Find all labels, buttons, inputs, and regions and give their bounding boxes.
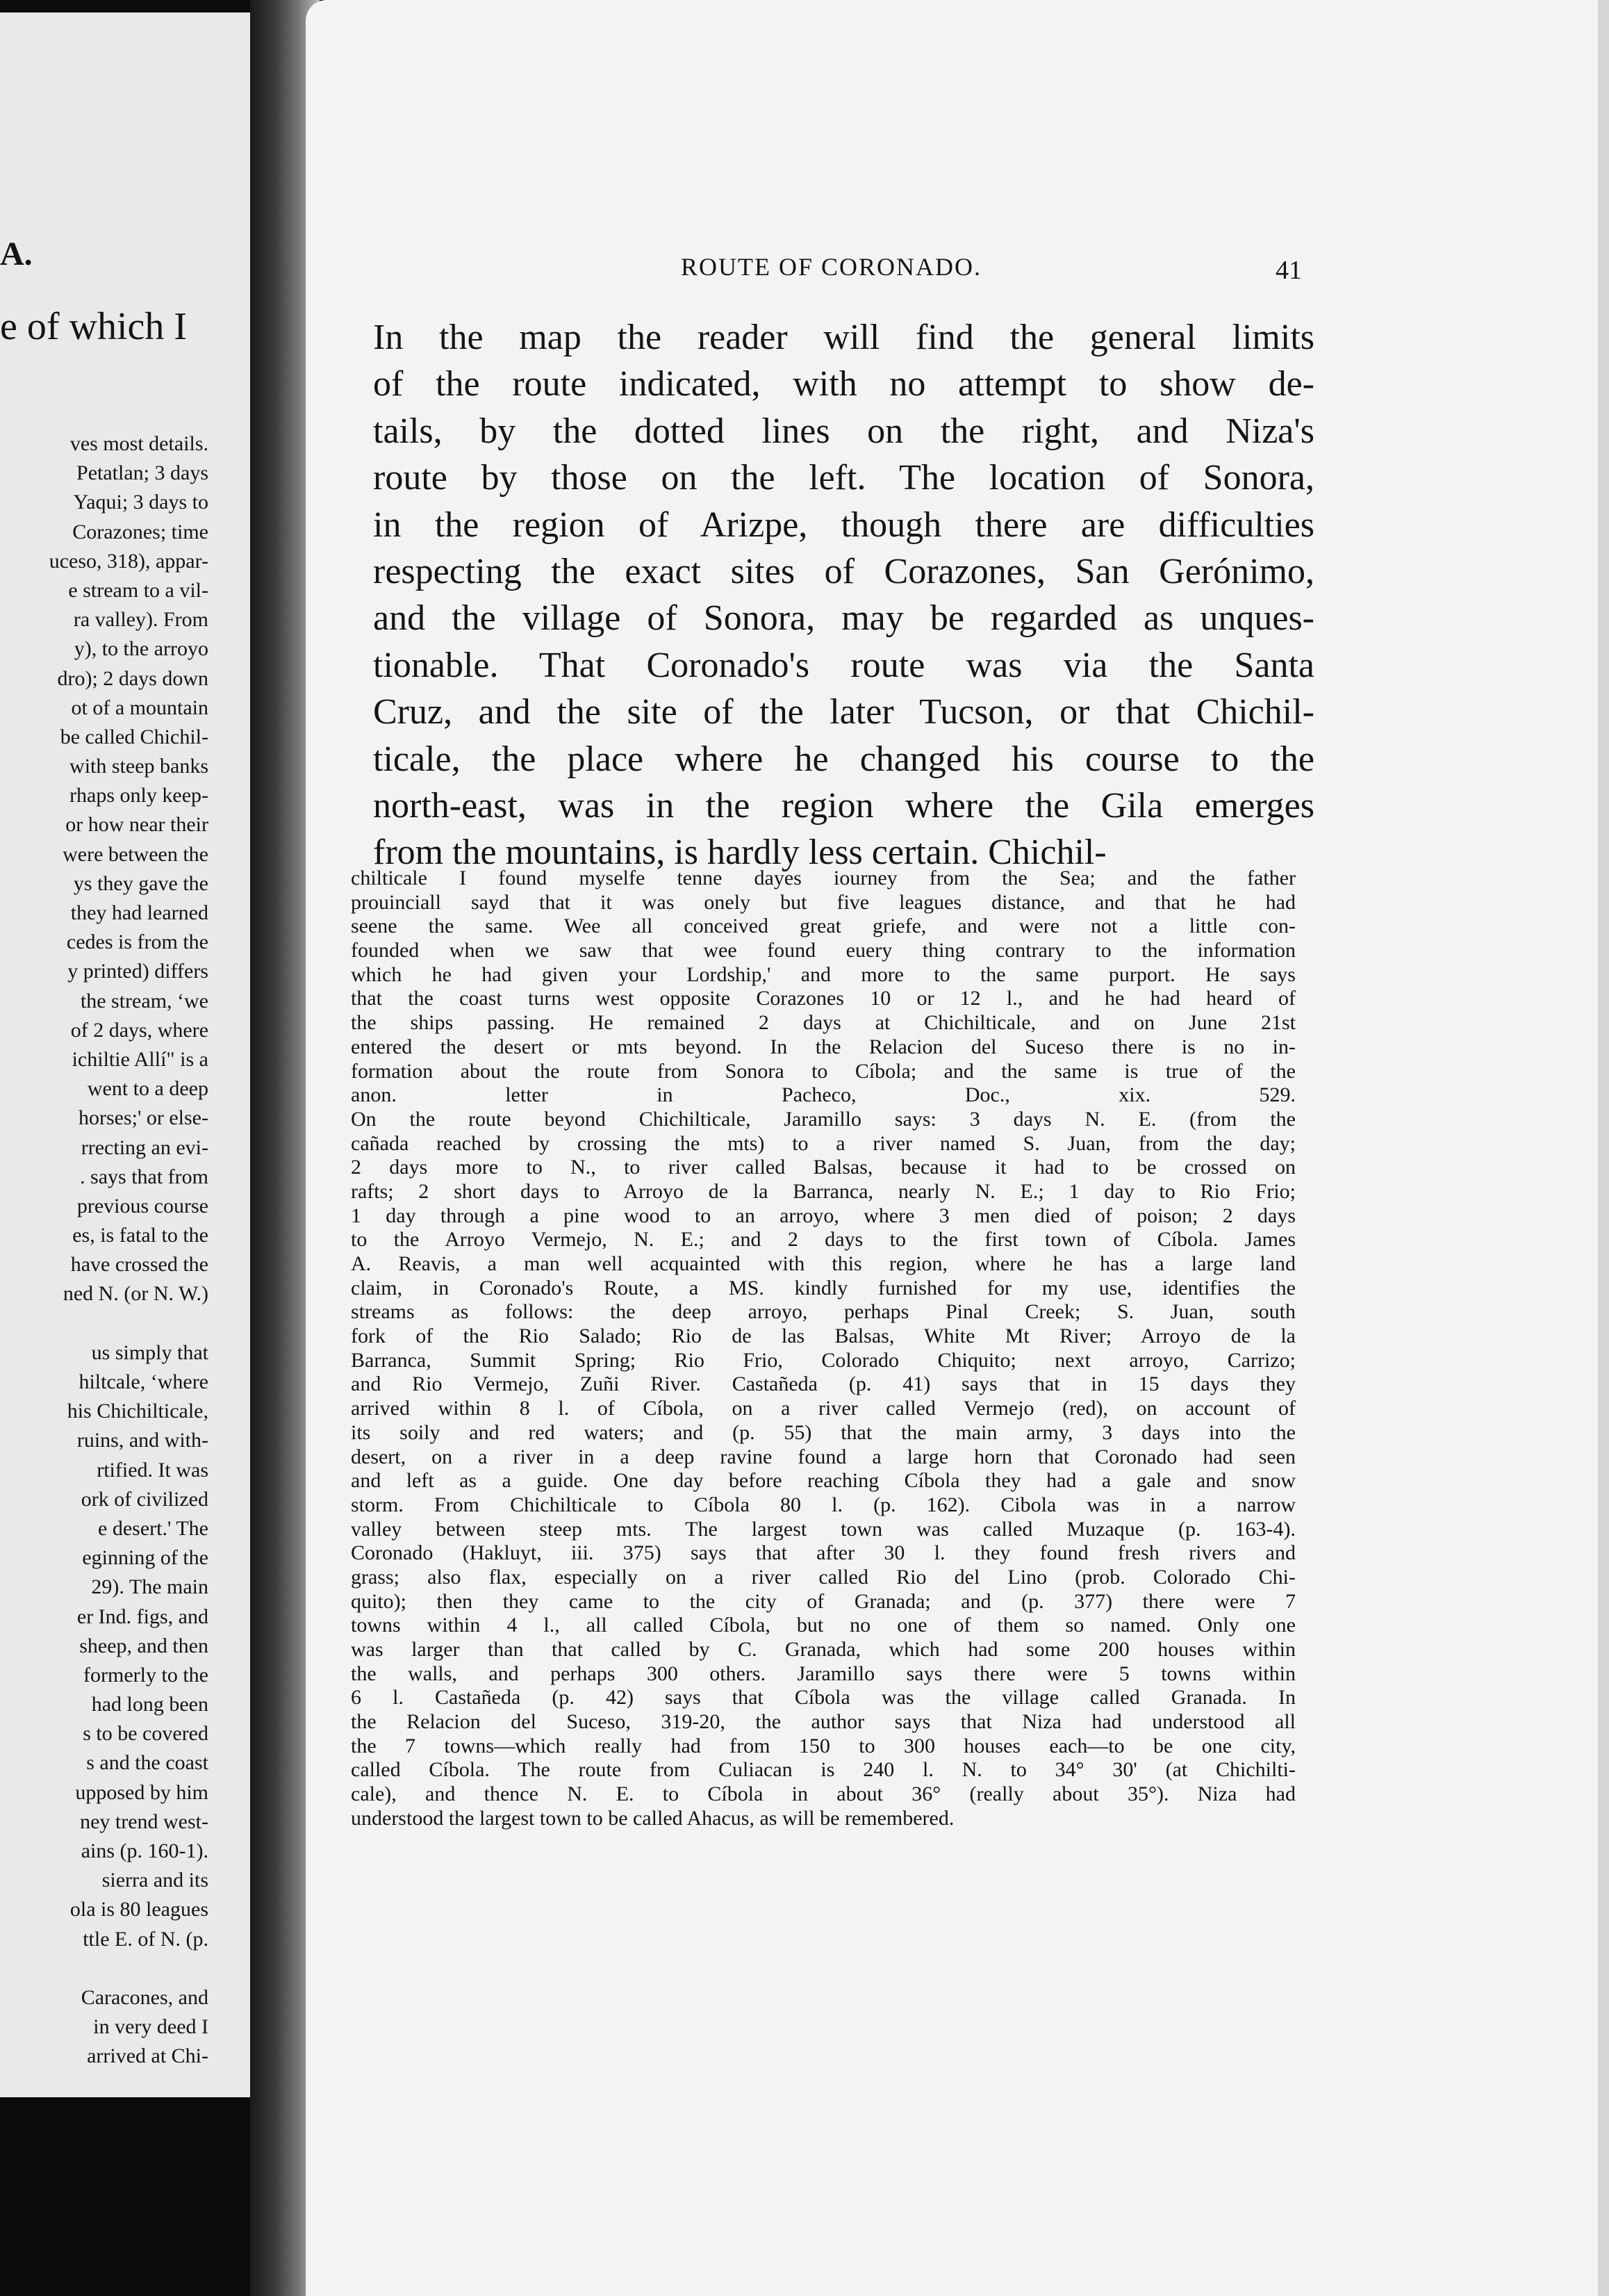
footnote-line: Barranca, Summit Spring; Rio Frio, Colorado Chiquito; next arroyo, Carrizo; — [351, 1348, 1296, 1372]
left-page-note-line: sheep, and then — [79, 1634, 208, 1657]
left-page-note-line: formerly to the — [83, 1663, 208, 1687]
footnote-line: On the route beyond Chichilticale, Jaramillo says: 3 days N. E. (from the — [351, 1107, 1296, 1131]
left-page-note-line — [0, 1954, 208, 1983]
footnote-line: prouinciall sayd that it was onely but five leagues distance, and that he had — [351, 890, 1296, 914]
left-page-note-line: with steep banks — [69, 755, 208, 778]
footnote-line: cale), and thence N. E. to Cíbola in about 36° (really about 35°). Niza had — [351, 1782, 1296, 1806]
footnote-line: valley between steep mts. The largest town was called Muzaque (p. 163-4). — [351, 1517, 1296, 1541]
footnote-line: the 7 towns—which really had from 150 to 300 houses each—to be one city, — [351, 1734, 1296, 1757]
left-page-note-line: rtified. It was — [97, 1458, 208, 1482]
left-page-note-line: ains (p. 160-1). — [81, 1839, 208, 1862]
left-page-note-line: previous course — [76, 1194, 208, 1217]
left-page-note-line: . says that from — [80, 1165, 208, 1188]
footnote-line: streams as follows: the deep arroyo, perhaps Pinal Creek; S. Juan, south — [351, 1300, 1296, 1324]
left-page-header-letter: A. — [0, 236, 33, 272]
footnote-line: and Rio Vermejo, Zuñi River. Castañeda (p. 41) says that in 15 days they — [351, 1372, 1296, 1396]
body-paragraph — [373, 314, 1314, 876]
left-page-note-line: or how near their — [65, 813, 208, 837]
left-page-note-line: hiltcale, ‘where — [79, 1370, 208, 1393]
left-page-note-line: be called Chichil- — [60, 725, 208, 748]
left-page-note-line: ot of a mountain — [71, 696, 208, 719]
body-text-line: from the mountains, is hardly less certain. Chichil- — [373, 833, 1107, 873]
body-text-line: Cruz, and the site of the later Tucson, or that Chichil- — [373, 692, 1314, 732]
footnote-line: was larger than that called by C. Granada, which had some 200 houses within — [351, 1638, 1296, 1661]
left-page-heading-fragment: e of which I — [0, 305, 188, 348]
footnote-line: founded when we saw that wee found euery thing contrary to the information — [351, 939, 1296, 962]
footnote-line: Coronado (Hakluyt, iii. 375) says that after 30 l. they found fresh rivers and — [351, 1541, 1296, 1565]
left-page-note-line — [0, 1309, 208, 1338]
footnote-line: that the coast turns west opposite Corazones 10 or 12 l., and he had heard of — [351, 987, 1296, 1010]
left-page-note-line: went to a deep — [87, 1077, 208, 1101]
footnote-line: storm. From Chichilticale to Cíbola 80 l. (p. 162). Cibola was in a narrow — [351, 1493, 1296, 1516]
body-text-line: of the route indicated, with no attempt to show de- — [373, 364, 1314, 404]
footnote-line: 6 l. Castañeda (p. 42) says that Cíbola was the village called Granada. In — [351, 1686, 1296, 1709]
left-page-note-line: us simply that — [91, 1340, 208, 1364]
left-page-note-line: ttle E. of N. (p. — [83, 1927, 208, 1951]
footnote-line: fork of the Rio Salado; Rio de las Balsas, White Mt River; Arroyo de la — [351, 1325, 1296, 1348]
left-page-note-line: dro); 2 days down — [57, 666, 208, 690]
body-text-line: In the map the reader will find the general limits — [373, 318, 1314, 357]
footnote-line: 1 day through a pine wood to an arroyo, where 3 men died of poison; 2 days — [351, 1204, 1296, 1227]
left-page-note-line: arrived at Chi- — [87, 2044, 208, 2068]
left-page-note-line: eginning of the — [82, 1546, 208, 1570]
footnote-line: quito); then they came to the city of Granada; and (p. 377) there were 7 — [351, 1589, 1296, 1613]
left-page-note-line: ichiltie Allí" is a — [72, 1047, 208, 1071]
running-head: ROUTE OF CORONADO. — [681, 253, 982, 281]
footnote-line: 2 days more to N., to river called Balsas, because it had to be crossed on — [351, 1156, 1296, 1179]
footnote-line: anon. letter in Pacheco, Doc., xix. 529. — [351, 1083, 1296, 1107]
left-page — [0, 13, 250, 2097]
left-page-note-line: rrecting an evi- — [81, 1135, 208, 1159]
left-page-note-line: sierra and its — [101, 1869, 208, 1892]
left-page-note-line: they had learned — [70, 901, 208, 924]
page-edge — [1598, 0, 1609, 2296]
left-page-note-line: Yaqui; 3 days to — [73, 491, 208, 514]
footnote-line: claim, in Coronado's Route, a MS. kindly furnished for my use, identifies the — [351, 1276, 1296, 1299]
body-text-line: and the village of Sonora, may be regarded as unques- — [373, 598, 1314, 639]
left-page-note-line: ola is 80 leagues — [69, 1898, 208, 1921]
left-page-note-line: were between the — [63, 842, 208, 866]
left-page-note-line: y), to the arroyo — [74, 637, 208, 661]
footnote-line: which he had given your Lordship,' and more to the same purport. He says — [351, 962, 1296, 986]
left-page-note-line: Corazones; time — [72, 520, 208, 543]
footnote-line: understood the largest town to be called Ahacus, as will be remembered. — [351, 1806, 955, 1830]
footnote-line: rafts; 2 short days to Arroyo de la Barranca, nearly N. E.; 1 day to Rio Frio; — [351, 1179, 1296, 1203]
left-page-note-line: rhaps only keep- — [69, 784, 208, 807]
left-page-note-line: ork of civilized — [81, 1487, 208, 1511]
footnote-line: the Relacion del Suceso, 319-20, the author says that Niza had understood all — [351, 1710, 1296, 1734]
footnote-line: grass; also flax, especially on a river called Rio del Lino (prob. Colorado Chi- — [351, 1565, 1296, 1589]
left-page-note-line: his Chichilticale, — [67, 1400, 208, 1423]
footnote-line: to the Arroyo Vermejo, N. E.; and 2 days to the first town of Cíbola. James — [351, 1228, 1296, 1252]
body-text-line: north-east, was in the region where the Gila emerges — [373, 785, 1314, 826]
left-page-note-line: ruins, and with- — [76, 1429, 208, 1452]
left-page-note-line: Caracones, and — [81, 1985, 208, 2009]
left-page-note-line: the stream, ‘we — [80, 989, 208, 1012]
left-page-note-line: have crossed the — [70, 1253, 208, 1277]
footnote-line: called Cíbola. The route from Culiacan is 240 l. N. to 34° 30' (at Chichilti- — [351, 1758, 1296, 1782]
footnote-line: the walls, and perhaps 300 others. Jaramillo says there were 5 towns within — [351, 1662, 1296, 1685]
left-page-note-line: uceso, 318), appar- — [49, 549, 208, 573]
left-page-note-line: s to be covered — [83, 1722, 208, 1746]
footnote-line: entered the desert or mts beyond. In the Relacion del Suceso there is no in- — [351, 1035, 1296, 1058]
footnote-line: desert, on a river in a deep ravine found a large horn that Coronado had seen — [351, 1445, 1296, 1468]
footnote-line: seene the same. Wee all conceived great griefe, and were not a little con- — [351, 915, 1296, 938]
body-text-line: route by those on the left. The location of Sonora, — [373, 458, 1314, 498]
footnote-line: the ships passing. He remained 2 days at Chichilticale, and on June 21st — [351, 1011, 1296, 1035]
left-page-note-line: er Ind. figs, and — [76, 1605, 208, 1628]
left-page-note-line: ra valley). From — [73, 608, 208, 632]
footnote-line: arrived within 8 l. of Cíbola, on a river called Vermejo (red), on account of — [351, 1397, 1296, 1420]
left-page-note-line: horses;' or else- — [78, 1106, 208, 1130]
left-page-note-line: ys they gave the — [73, 871, 208, 895]
left-page-note-line: ned N. (or N. W.) — [63, 1282, 208, 1306]
left-page-note-line: y printed) differs — [67, 960, 208, 983]
body-text-line: tionable. That Coronado's route was via the Santa — [373, 645, 1314, 685]
footnote-line: cañada reached by crossing the mts) to a river named S. Juan, from the day; — [351, 1131, 1296, 1155]
left-page-note-line: cedes is from the — [66, 930, 208, 954]
body-text-line: in the region of Arizpe, though there are difficulties — [373, 505, 1314, 545]
left-page-note-line: e desert.' The — [98, 1516, 208, 1540]
body-text-line: ticale, the place where he changed his course to the — [373, 739, 1314, 779]
body-text-line: respecting the exact sites of Corazones, San Gerónimo, — [373, 551, 1314, 591]
left-page-note-line: had long been — [91, 1693, 208, 1716]
footnote-line: towns within 4 l., all called Cíbola, but no one of them so named. Only one — [351, 1614, 1296, 1637]
footnote-line: chilticale I found myselfe tenne dayes iourney from the Sea; and the father — [351, 867, 1296, 889]
left-page-note-line: upposed by him — [75, 1780, 208, 1804]
left-page-note-line: Petatlan; 3 days — [76, 461, 208, 485]
page-number: 41 — [1276, 256, 1302, 285]
footnote-line: A. Reavis, a man well acquainted with this region, where he has a large land — [351, 1252, 1296, 1275]
left-page-note-line: 29). The main — [91, 1575, 208, 1599]
left-page-note-line: s and the coast — [86, 1751, 208, 1775]
left-page-note-line: of 2 days, where — [70, 1018, 208, 1042]
footnotes — [351, 867, 1296, 1831]
left-page-note-line: e stream to a vil- — [68, 578, 208, 602]
left-page-note-line: in very deed I — [93, 2015, 208, 2039]
footnote-line: its soily and red waters; and (p. 55) that the main army, 3 days into the — [351, 1420, 1296, 1444]
left-page-note-line: ney trend west- — [80, 1810, 208, 1833]
footnote-line: and left as a guide. One day before reaching Cíbola they had a gale and snow — [351, 1469, 1296, 1493]
left-page-note-line: ves most details. — [69, 432, 208, 455]
footnote-line: formation about the route from Sonora to Cíbola; and the same is true of the — [351, 1059, 1296, 1083]
left-page-notes — [0, 429, 208, 2072]
left-page-note-line: es, is fatal to the — [72, 1224, 208, 1247]
body-text-line: tails, by the dotted lines on the right, and Niza's — [373, 411, 1314, 451]
